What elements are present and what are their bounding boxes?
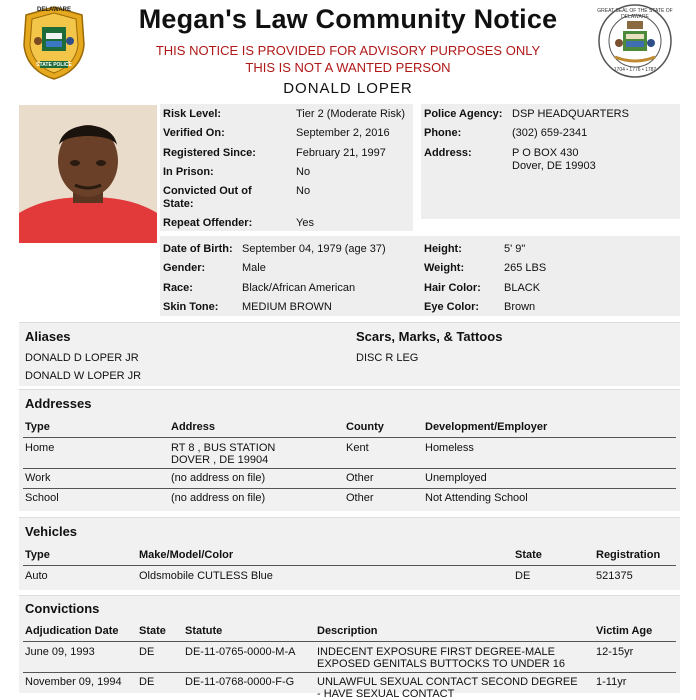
address-employer: Homeless [425,442,474,454]
vehicle-make: Oldsmobile CUTLESS Blue [139,570,273,582]
address-type: School [25,492,59,504]
divider [23,488,676,489]
address-type: Home [25,442,55,454]
conviction-date: June 09, 1993 [25,646,95,658]
address-col-address: Address [171,421,216,433]
convicted-out-of-state-label: Convicted Out of State: [163,185,252,210]
conviction-victim-age: 1-11yr [596,676,627,688]
address-employer: Not Attending School [425,492,528,504]
risk-level-value: Tier 2 (Moderate Risk) [296,108,406,120]
height-value: 5' 9" [504,243,526,255]
address-col-type: Type [25,421,50,433]
conviction-state: DE [139,646,155,658]
conviction-state: DE [139,676,155,688]
eye-color-label: Eye Color: [424,301,480,313]
phone-value: (302) 659-2341 [512,127,588,139]
address-county: Other [346,492,374,504]
weight-value: 265 LBS [504,262,547,274]
in-prison-label: In Prison: [163,166,214,178]
scars-heading: Scars, Marks, & Tattoos [356,329,503,344]
alias-item: DONALD D LOPER JR [25,352,139,364]
conviction-statute: DE-11-0765-0000-M-A [185,646,296,658]
divider [23,437,676,438]
vehicle-state: DE [515,570,531,582]
agency-address-line1: P O BOX 430 [512,147,579,159]
seal-ring-text: GREAT SEAL OF THE STATE OF DELAWARE [597,8,673,20]
address-county: Kent [346,442,369,454]
dob-label: Date of Birth: [163,243,233,255]
divider [23,565,676,566]
vehicle-col-registration: Registration [596,549,661,561]
conviction-col-state: State [139,625,166,637]
badge-bottom-text: STATE POLICE [36,62,72,68]
address-line2: DOVER , DE 19904 [171,454,269,466]
conviction-col-description: Description [317,625,378,637]
conviction-victim-age: 12-15yr [596,646,634,658]
conviction-description-cont: - HAVE SEXUAL CONTACT [317,688,455,700]
dob-value: September 04, 1979 (age 37) [242,243,386,255]
height-label: Height: [424,243,462,255]
vehicles-heading: Vehicles [25,524,78,539]
verified-on-value: September 2, 2016 [296,127,390,139]
scar-item: DISC R LEG [356,352,419,364]
address-employer: Unemployed [425,472,487,484]
divider [23,641,676,642]
weight-label: Weight: [424,262,465,274]
vehicle-col-state: State [515,549,542,561]
repeat-offender-value: Yes [296,217,314,229]
offender-photo [19,105,157,243]
conviction-description: UNLAWFUL SEXUAL CONTACT SECOND DEGREE [317,676,578,688]
agency-panel [421,104,680,219]
vehicle-col-type: Type [25,549,50,561]
convictions-heading: Convictions [25,601,100,616]
vehicle-col-make: Make/Model/Color [139,549,234,561]
divider [23,672,676,673]
risk-level-label: Risk Level: [163,108,222,120]
conviction-date: November 09, 1994 [25,676,122,688]
agency-address-line2: Dover, DE 19903 [512,160,596,172]
verified-on-label: Verified On: [163,127,225,139]
vehicles-section [19,517,680,590]
physical-panel [160,236,680,316]
conviction-description: INDECENT EXPOSURE FIRST DEGREE-MALE [317,646,555,658]
repeat-offender-label: Repeat Offender: [163,217,253,229]
conviction-col-statute: Statute [185,625,223,637]
addresses-heading: Addresses [25,396,92,411]
gender-value: Male [242,262,266,274]
police-agency-label: Police Agency: [424,108,503,120]
registered-since-value: February 21, 1997 [296,147,386,159]
vehicle-registration: 521375 [596,570,633,582]
convicted-out-of-state-value: No [296,185,311,197]
not-wanted-warning: THIS IS NOT A WANTED PERSON [245,60,451,75]
conviction-description-cont: EXPOSED GENITALS BUTTOCKS TO UNDER 16 [317,658,565,670]
address-line1: (no address on file) [171,492,266,504]
vehicle-type: Auto [25,570,48,582]
state-police-badge-icon [20,5,88,81]
state-seal-icon [597,3,673,79]
agency-address-label: Address: [424,147,472,159]
police-agency-value: DSP HEADQUARTERS [512,108,629,120]
registered-since-label: Registered Since: [163,147,256,159]
hair-color-label: Hair Color: [424,282,481,294]
page-title: Megan's Law Community Notice [138,4,558,34]
addresses-section [19,389,680,511]
eye-color-value: Brown [504,301,536,313]
person-name: DONALD LOPER [283,80,413,97]
skin-tone-label: Skin Tone: [163,301,219,313]
address-line1: RT 8 , BUS STATION [171,442,276,454]
skin-tone-value: MEDIUM BROWN [242,301,332,313]
convictions-section [19,595,680,700]
risk-panel [160,104,413,231]
race-label: Race: [163,282,193,294]
address-county: Other [346,472,374,484]
aliases-heading: Aliases [25,329,71,344]
hair-color-value: BLACK [504,282,541,294]
conviction-statute: DE-11-0768-0000-F-G [185,676,295,688]
aliases-scars-section [19,322,680,386]
race-value: Black/African American [242,282,356,294]
badge-top-text: DELAWARE [36,7,71,13]
advisory-warning: THIS NOTICE IS PROVIDED FOR ADVISORY PURPOSES ONLY [155,43,541,58]
address-line1: (no address on file) [171,472,266,484]
address-col-county: County [346,421,384,433]
in-prison-value: No [296,166,311,178]
conviction-col-victim-age: Victim Age [596,625,653,637]
conviction-col-date: Adjudication Date [25,625,119,637]
seal-years: 1704 • 1776 • 1787 [613,67,657,73]
address-col-employer: Development/Employer [425,421,548,433]
divider [23,468,676,469]
alias-item: DONALD W LOPER JR [25,370,142,382]
address-type: Work [25,472,51,484]
phone-label: Phone: [424,127,462,139]
gender-label: Gender: [163,262,206,274]
